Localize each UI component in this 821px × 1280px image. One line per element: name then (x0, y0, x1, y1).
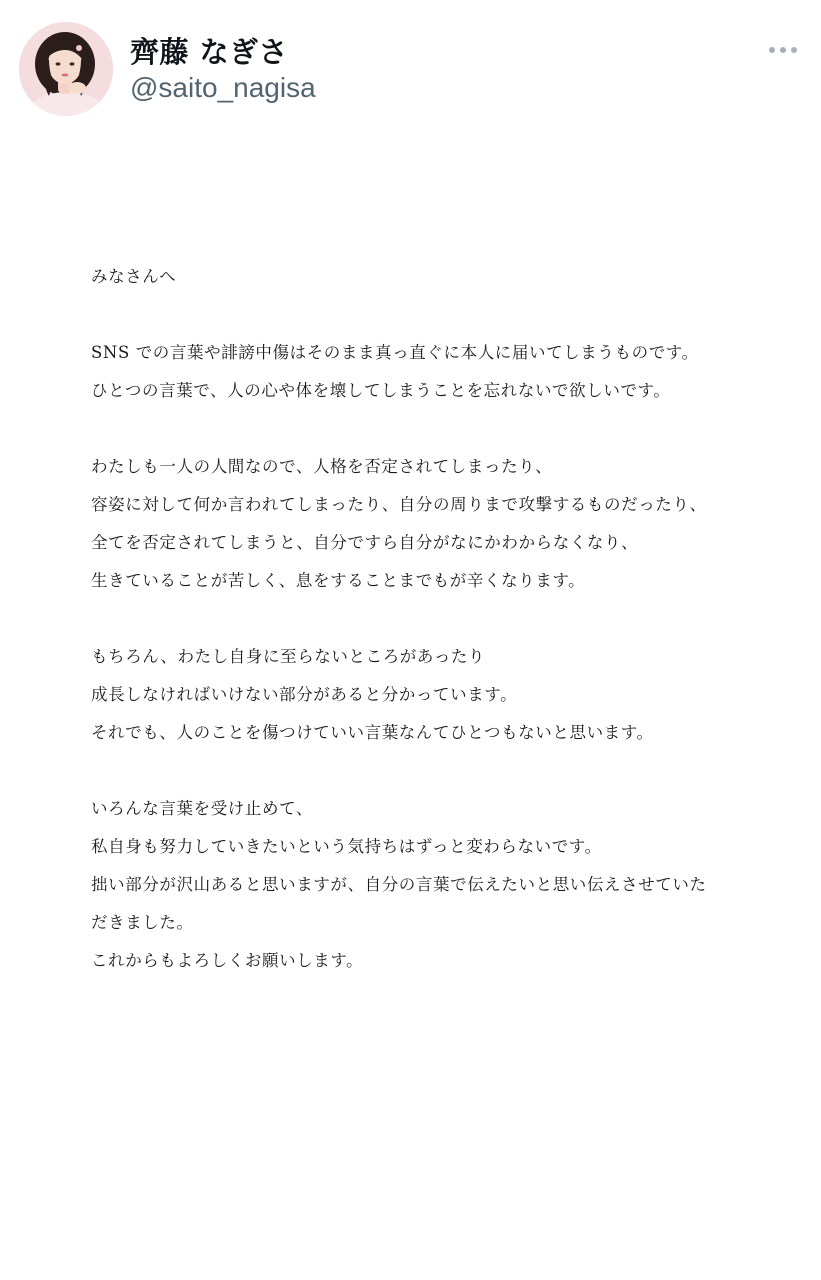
letter-line: もちろん、わたし自身に至らないところがあったり (91, 647, 486, 666)
letter-line: 成長しなければいけない部分があると分かっています。 (91, 685, 518, 704)
letter-line: だきました。 (91, 913, 194, 932)
letter-line: 生きていることが苦しく、息をすることまでもが辛くなります。 (91, 571, 586, 590)
avatar-photo-icon (19, 22, 113, 116)
user-handle[interactable]: @saito_nagisa (130, 72, 316, 103)
letter-line: SNS での言葉や誹謗中傷はそのまま真っ直ぐに本人に届いてしまうものです。 (91, 343, 699, 362)
letter-line: これからもよろしくお願いします。 (91, 951, 364, 970)
letter-line: 拙い部分が沢山あると思いますが、自分の言葉で伝えたいと思い伝えさせていた (91, 875, 707, 894)
letter-line: わたしも一人の人間なので、人格を否定されてしまったり、 (91, 457, 553, 476)
more-horizontal-icon (791, 47, 797, 53)
letter-line: いろんな言葉を受け止めて、 (91, 799, 313, 818)
display-name[interactable]: 齊藤 なぎさ (130, 35, 289, 69)
letter-line: ひとつの言葉で、人の心や体を壊してしまうことを忘れないで欲しいです。 (91, 381, 671, 400)
post-header (0, 0, 821, 130)
letter-salutation: みなさんへ (91, 267, 177, 286)
more-options-button[interactable] (760, 36, 806, 64)
more-horizontal-icon (769, 47, 775, 53)
letter-image (91, 258, 791, 980)
letter-line: 容姿に対して何か言われてしまったり、自分の周りまで攻撃するものだったり、 (91, 495, 707, 514)
letter-line: それでも、人のことを傷つけていい言葉なんてひとつもないと思います。 (91, 723, 654, 742)
letter-line: 私自身も努力していきたいという気持ちはずっと変わらないです。 (91, 837, 602, 856)
letter-line: 全てを否定されてしまうと、自分ですら自分がなにかわからなくなり、 (91, 533, 639, 552)
avatar[interactable] (19, 22, 113, 116)
more-horizontal-icon (780, 47, 786, 53)
